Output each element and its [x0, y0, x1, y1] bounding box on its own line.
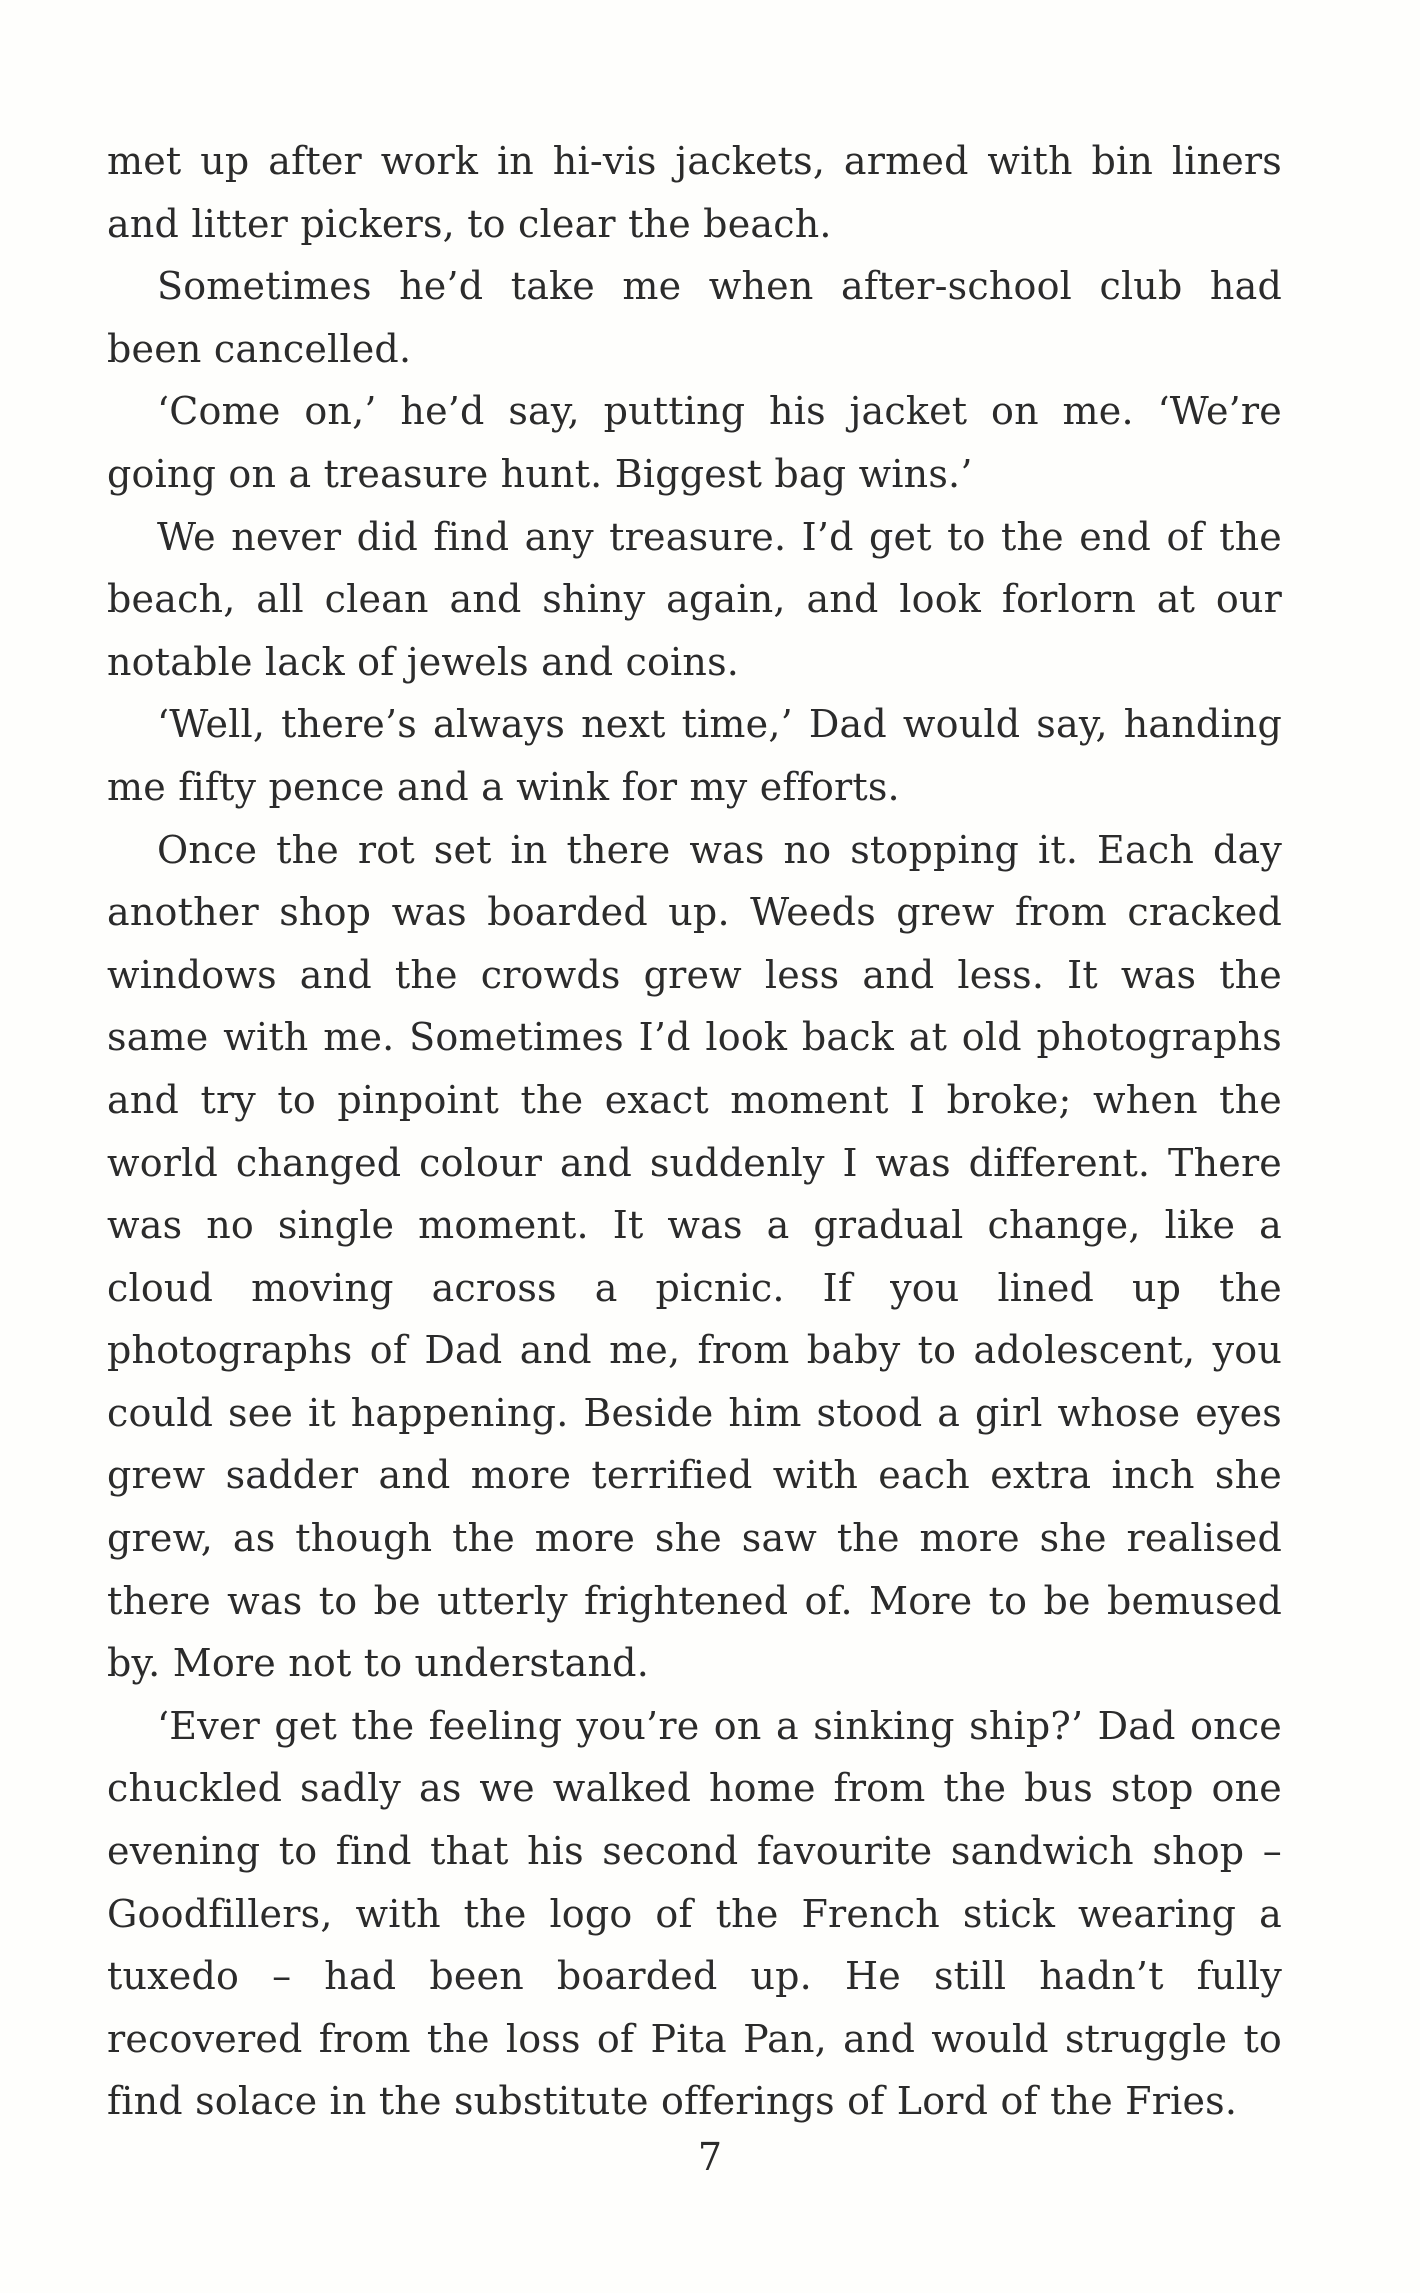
paragraph: Sometimes he’d take me when after-school club had been cancelled.	[107, 264, 1282, 371]
body-text	[107, 130, 1282, 2133]
paragraph: ‘Ever get the feeling you’re on a sinking ship?’ Dad once chuckled sadly as we walked home from the bus stop one evening to find that his second favourite sandwich shop – Goodfillers, with the logo of the French stick wearing a tuxedo – had been boarded up. He still hadn’t fully recovered from the loss of Pita Pan, and would struggle to find solace in the substitute offerings of Lord of the Fries.	[107, 1703, 1282, 2124]
paragraph: We never did find any treasure. I’d get to the end of the beach, all clean and shiny again, and look forlorn at our notable lack of jewels and coins.	[107, 514, 1282, 684]
paragraph: ‘Well, there’s always next time,’ Dad would say, handing me fifty pence and a wink for my efforts.	[107, 702, 1282, 809]
paragraph: ‘Come on,’ he’d say, putting his jacket on me. ‘We’re going on a treasure hunt. Biggest bag wins.’	[107, 389, 1282, 496]
page-number: 7	[697, 2135, 723, 2179]
paragraph: met up after work in hi-vis jackets, armed with bin liners and litter pickers, to clear the beach.	[107, 139, 1282, 246]
paragraph: Once the rot set in there was no stopping it. Each day another shop was boarded up. Weeds grew from cracked windows and the crowds grew less and less. It was the same with me. Sometimes I’d look back at old photographs and try to pinpoint the exact moment I broke; when the world changed colour and suddenly I was different. There was no single moment. It was a gradual change, like a cloud moving across a picnic. If you lined up the photographs of Dad and me, from baby to adolescent, you could see it happening. Beside him stood a girl whose eyes grew sadder and more terrified with each extra inch she grew, as though the more she saw the more she realised there was to be utterly frightened of. More to be bemused by. More not to understand.	[107, 827, 1282, 1686]
